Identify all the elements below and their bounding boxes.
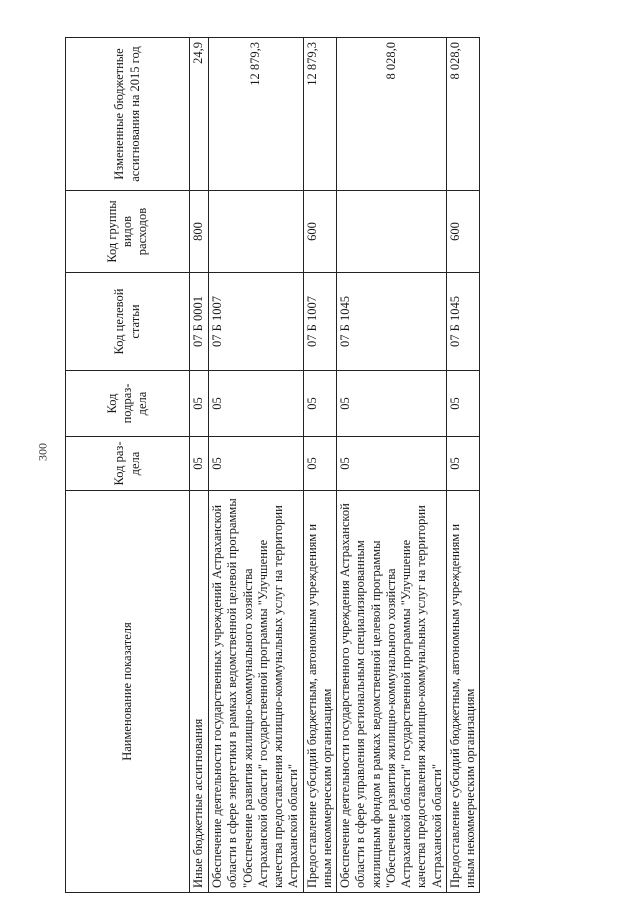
table-row (337, 38, 447, 893)
cell-vid (209, 191, 304, 273)
cell-razdel: 05 (190, 437, 209, 491)
header-podrazdel: Код подраз-дела (66, 371, 190, 437)
budget-table (65, 37, 480, 893)
cell-razdel: 05 (209, 437, 304, 491)
cell-sum: 8 028,0 (337, 38, 447, 191)
cell-sum: 12 879,3 (303, 38, 337, 191)
cell-podrazdel: 05 (209, 371, 304, 437)
cell-statya: 07 Б 0001 (190, 273, 209, 371)
cell-statya: 07 Б 1007 (303, 273, 337, 371)
cell-sum: 12 879,3 (209, 38, 304, 191)
cell-podrazdel: 05 (303, 371, 337, 437)
cell-name: Предоставление субсидий бюджетным, автономным учреждениям и иным некоммерческим организациям (303, 491, 337, 893)
table-row (190, 38, 209, 893)
cell-statya: 07 Б 1007 (209, 273, 304, 371)
cell-podrazdel: 05 (337, 371, 447, 437)
cell-vid (337, 191, 447, 273)
cell-statya: 07 Б 1045 (446, 273, 480, 371)
cell-sum: 8 028,0 (446, 38, 480, 191)
cell-razdel: 05 (337, 437, 447, 491)
cell-vid: 800 (190, 191, 209, 273)
table-row (303, 38, 337, 893)
cell-vid: 600 (446, 191, 480, 273)
cell-name: Предоставление субсидий бюджетным, автономным учреждениям и иным некоммерческим организациям (446, 491, 480, 893)
cell-sum: 24,9 (190, 38, 209, 191)
header-sum: Измененные бюджетные ассигнования на 2015 год (66, 38, 190, 191)
table-header-row (66, 38, 190, 893)
table-row (446, 38, 480, 893)
cell-name: Обеспечение деятельности государственного учреждения Астраханской области в сфере управления региональным специализированным жилищным фондом в рамках ведомственной целевой программы "Обеспечение развития жилищно-коммунального хозяйства Астраханской области" государственной программы "Улучшение качества предоставления жилищно-коммунальных услуг на территории Астраханской области" (337, 491, 447, 893)
table-row (209, 38, 304, 893)
page-number: 300 (35, 443, 50, 461)
cell-razdel: 05 (303, 437, 337, 491)
cell-name: Иные бюджетные ассигнования (190, 491, 209, 893)
cell-statya: 07 Б 1045 (337, 273, 447, 371)
header-statya: Код целевой статьи (66, 273, 190, 371)
header-razdel: Код раз-дела (66, 437, 190, 491)
cell-podrazdel: 05 (190, 371, 209, 437)
budget-sheet (65, 38, 480, 893)
cell-podrazdel: 05 (446, 371, 480, 437)
header-vid: Код группы видов расходов (66, 191, 190, 273)
cell-name: Обеспечение деятельности государственных учреждений Астраханской области в сфере энергетики в рамках ведомственной целевой программы "Обеспечение развития жилищно-коммунального хозяйства Астраханской области" государственной программы "Улучшение качества предоставления жилищно-коммунальных услуг на территории Астраханской области" (209, 491, 304, 893)
header-name: Наименование показателя (66, 491, 190, 893)
cell-razdel: 05 (446, 437, 480, 491)
cell-vid: 600 (303, 191, 337, 273)
